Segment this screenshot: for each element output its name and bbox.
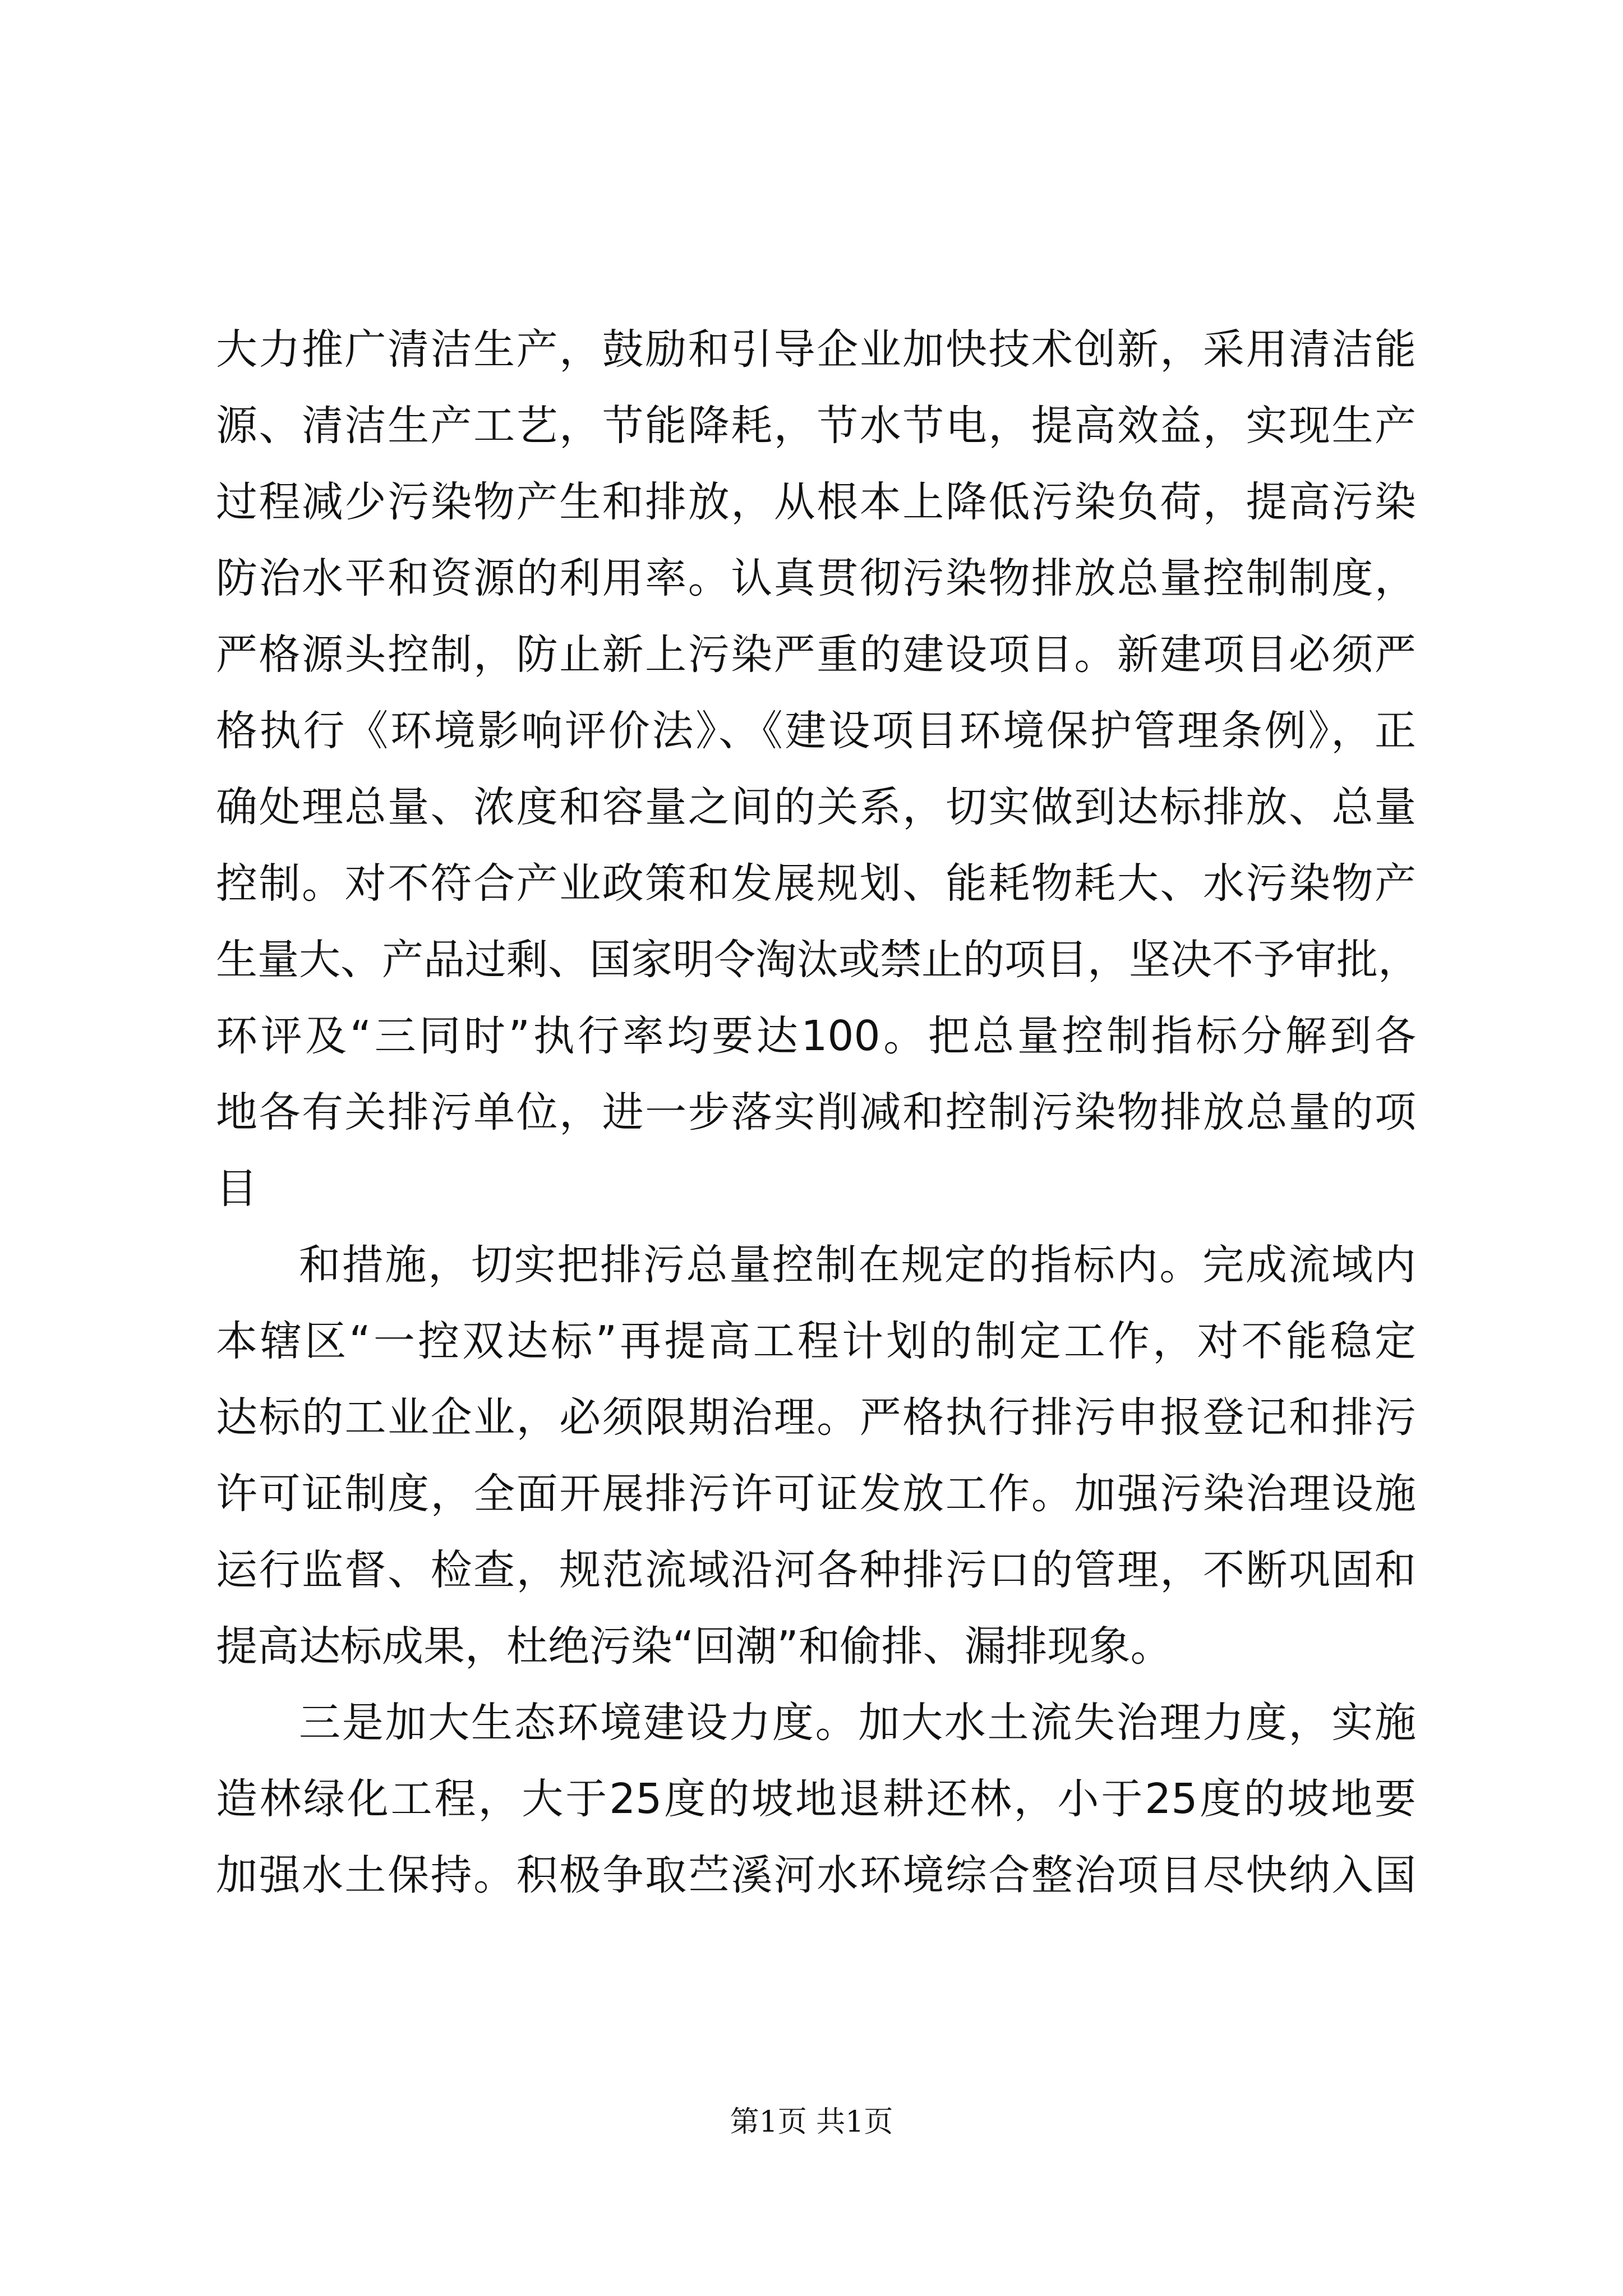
paragraph-2 xyxy=(216,1227,1416,1685)
text-line: 目 xyxy=(216,1165,257,1213)
text-line: 地各有关排污单位，进一步落实削减和控制污染物排放总量的项 xyxy=(216,1088,1416,1137)
text-line: 提高达标成果，杜绝污染“回潮”和偷排、漏排现象。 xyxy=(216,1622,1172,1671)
text-line: 严格源头控制，防止新上污染严重的建设项目。新建项目必须严 xyxy=(216,631,1416,679)
page-footer xyxy=(0,2098,1623,2140)
text-line: 加强水土保持。积极争取苎溪河水环境综合整治项目尽快纳入国 xyxy=(216,1851,1416,1899)
text-line: 达标的工业企业，必须限期治理。严格执行排污申报登记和排污 xyxy=(216,1393,1416,1442)
paragraph-3 xyxy=(216,1685,1416,1913)
text-line: 造林绿化工程，大于25度的坡地退耕还林，小于25度的坡地要 xyxy=(216,1775,1416,1823)
text-line: 确处理总量、浓度和容量之间的关系，切实做到达标排放、总量 xyxy=(216,783,1416,831)
document-body xyxy=(216,311,1419,1913)
paragraph-1 xyxy=(216,311,1419,1227)
text-line: 环评及“三同时”执行率均要达100。把总量控制指标分解到各 xyxy=(216,1012,1416,1060)
text-line: 本辖区“一控双达标”再提高工程计划的制定工作，对不能稳定 xyxy=(216,1317,1416,1365)
text-line: 运行监督、检查，规范流域沿河各种排污口的管理，不断巩固和 xyxy=(216,1546,1416,1594)
text-line: 和措施，切实把排污总量控制在规定的指标内。完成流域内 xyxy=(299,1241,1416,1289)
page-number-label: 第1页 共1页 xyxy=(730,2105,893,2139)
text-line: 大力推广清洁生产，鼓励和引导企业加快技术创新，采用清洁能 xyxy=(216,325,1416,374)
text-line: 源、清洁生产工艺，节能降耗，节水节电，提高效益，实现生产 xyxy=(216,402,1416,450)
text-line: 三是加大生态环境建设力度。加大水土流失治理力度，实施 xyxy=(299,1699,1416,1747)
text-line: 生量大、产品过剩、国家明令淘汰或禁止的项目，坚决不予审批， xyxy=(216,936,1419,984)
text-line: 控制。对不符合产业政策和发展规划、能耗物耗大、水污染物产 xyxy=(216,859,1416,908)
text-line: 过程减少污染物产生和排放，从根本上降低污染负荷，提高污染 xyxy=(216,478,1416,526)
text-line: 防治水平和资源的利用率。认真贯彻污染物排放总量控制制度， xyxy=(216,554,1416,602)
text-line: 许可证制度，全面开展排污许可证发放工作。加强污染治理设施 xyxy=(216,1470,1416,1518)
text-line: 格执行《环境影响评价法》、《建设项目环境保护管理条例》，正 xyxy=(216,707,1416,755)
